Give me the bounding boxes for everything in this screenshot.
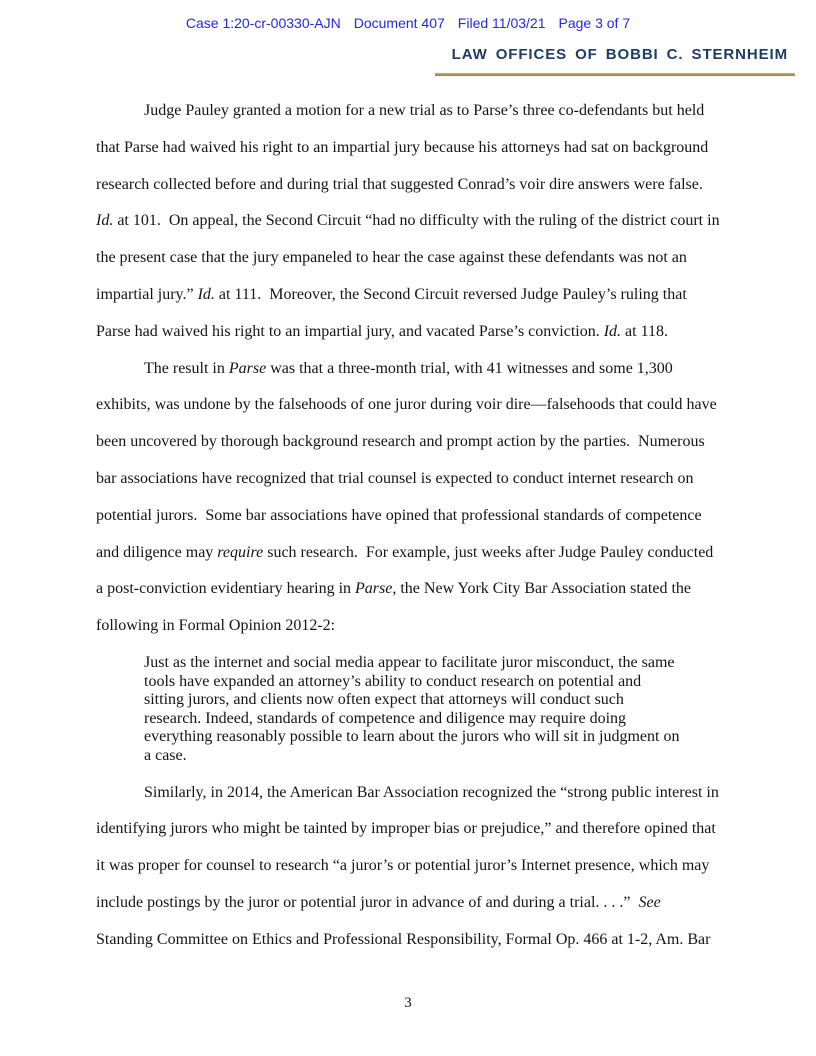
document-body [96, 93, 724, 959]
letterhead-firm-name: LAW OFFICES OF BOBBI C. STERNHEIM [451, 46, 788, 63]
text-run: such research. For example, just weeks after Judge Pauley conducted a post-conviction evidentiary hearing in [96, 543, 718, 598]
text-run: was that a three-month trial, with 41 witnesses and some 1,300 exhibits, was undone by the falsehoods of one juror during voir dire—falsehoods that could have been uncovered by thorough background research and prompt action by the parties. Numerous bar associations have recognized that trial counsel is expected to conduct internet research on potential jurors. Some bar associations have opined that professional standards of competence and diligence may [96, 359, 721, 561]
text-run: Standing Committee on Ethics and Professional Responsibility, Formal Op. 466 at 1-2, Am. Bar [96, 893, 711, 948]
ecf-stamp [0, 15, 816, 31]
body-paragraph [96, 93, 724, 351]
italic-text-run: See [638, 893, 661, 911]
body-paragraph [96, 351, 720, 645]
italic-text-run: require [217, 543, 264, 561]
text-run: at 101. On appeal, the Second Circuit “had no difficulty with the ruling of the district court in the present case that the jury empaneled to hear the case against these defendants was not an impartial jury.” [96, 212, 724, 303]
ecf-stamp-document: Document 407 [353, 15, 445, 31]
letterhead-rule [435, 73, 795, 76]
text-run: at 111. Moreover, the Second Circuit reversed Judge Pauley’s ruling that Parse had waived his right to an impartial jury, and vacated Parse’s conviction. [96, 285, 691, 340]
italic-text-run: Id. [197, 285, 215, 303]
italic-text-run: Parse [228, 359, 267, 377]
text-run: at 118. [621, 322, 668, 340]
text-run: Similarly, in 2014, the American Bar Association recognized the “strong public interest in identifying jurors who might be tainted by improper bias or prejudice,” and therefore opined that it was proper for counsel to research “a juror’s or potential juror’s Internet presence, which may include postings by the juror or potential juror in advance of and during a trial. . . .” [96, 783, 723, 911]
block-quote [144, 654, 682, 766]
text-run: Just as the internet and social media appear to facilitate juror misconduct, the same tools have expanded an attorney’s ability to conduct research on potential and sitting jurors, and clients now often expect that attorneys will conduct such research. Indeed, standards of competence and diligence may require doing everything reasonably possible to learn about the jurors who will sit in judgment on a case. [144, 653, 684, 764]
italic-text-run: Id. [96, 212, 114, 230]
ecf-stamp-page: Page 3 of 7 [558, 15, 631, 31]
body-paragraph [96, 775, 723, 959]
text-run: Judge Pauley granted a motion for a new trial as to Parse’s three co-defendants but held that Parse had waived his right to an impartial jury because his attorneys had sat on background research collected before and during trial that suggested Conrad’s voir dire answers were false. [96, 102, 713, 193]
text-run: The result in [144, 359, 229, 377]
page-number: 3 [404, 995, 412, 1011]
text-run: , the New York City Bar Association stated the following in Formal Opinion 2012-2: [96, 580, 695, 635]
ecf-stamp-filed: Filed 11/03/21 [457, 15, 546, 31]
ecf-stamp-case: Case 1:20-cr-00330-AJN [185, 15, 341, 31]
italic-text-run: Parse [355, 580, 393, 598]
italic-text-run: Id. [603, 322, 622, 340]
